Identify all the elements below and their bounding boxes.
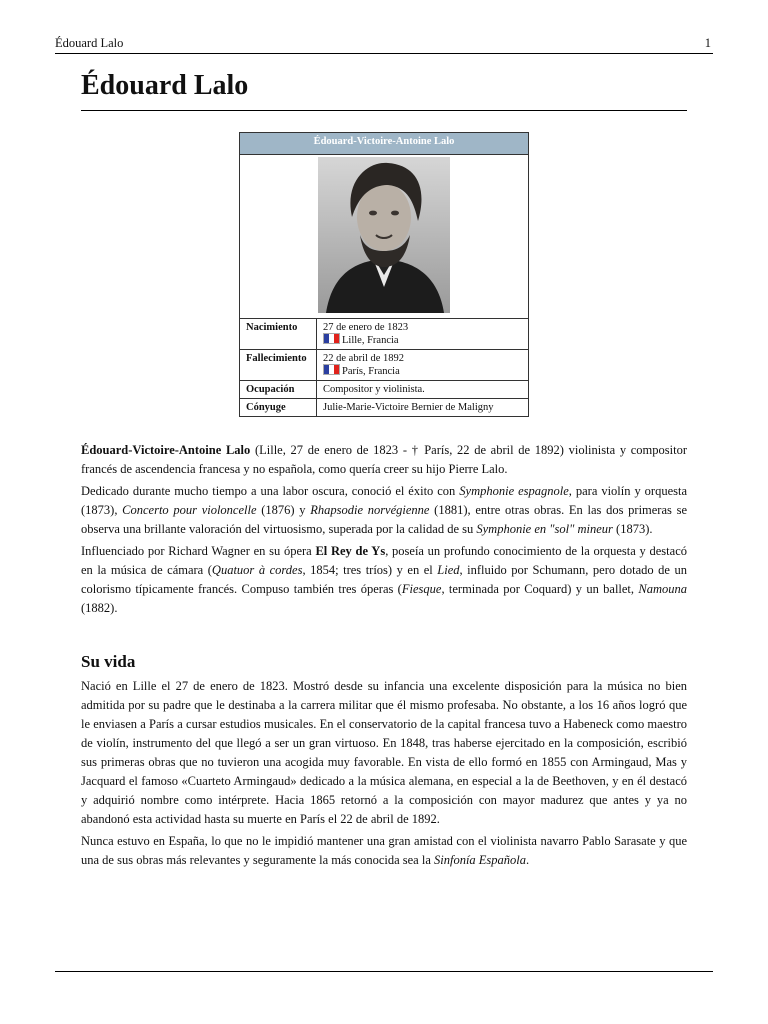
text-run: , para violín y orquesta (1873), xyxy=(81,484,688,517)
footer-divider xyxy=(55,971,713,972)
france-flag-icon xyxy=(323,364,340,375)
work-title: El Rey de Ys xyxy=(315,544,386,558)
work-title: Lied xyxy=(437,563,460,577)
intro-text xyxy=(81,441,687,618)
text-run: , poseía un profundo conocimiento de la orquesta y destacó en la música de cámara ( xyxy=(81,544,687,577)
infobox-value: Compositor y violinista. xyxy=(317,381,529,399)
intro-paragraph-3 xyxy=(81,542,687,618)
infobox-row-ocupacion xyxy=(240,381,529,399)
portrait-cell xyxy=(240,155,529,319)
text-run: (Lille, 27 de enero de 1823 - † París, 22 de abril de 1892) violinista y compositor francés de ascendencia francesa y no española, como quería creer su hijo Pierre Lalo. xyxy=(81,443,687,476)
work-title: Concerto pour violoncelle xyxy=(122,503,257,517)
birth-date: 27 de enero de 1823 xyxy=(323,322,409,333)
work-title: Sinfonía Española xyxy=(434,853,527,867)
text-run: Nunca estuvo en España, lo que no le impidió mantener una gran amistad con el violinista navarro Pablo Sarasate y que una de sus obras más relevantes y seguramente la más conocida sea la xyxy=(81,834,687,867)
work-title: Symphonie en "sol" mineur xyxy=(476,522,613,536)
text-run: (1873). xyxy=(612,522,653,536)
infobox-value xyxy=(317,319,529,350)
text-run: , 1854; tres tríos) y en el xyxy=(302,563,438,577)
death-place: París, Francia xyxy=(342,366,400,377)
infobox-label: Cónyuge xyxy=(240,399,317,417)
infobox-row-fallecimiento xyxy=(240,350,529,381)
work-title: Fiesque xyxy=(401,582,442,596)
section-text xyxy=(81,677,687,870)
work-title: Quatuor à cordes xyxy=(211,563,303,577)
infobox-value: Julie-Marie-Victoire Bernier de Maligny xyxy=(317,399,529,417)
running-header-title: Édouard Lalo xyxy=(55,36,124,50)
portrait-image xyxy=(318,157,450,313)
infobox-row-nacimiento xyxy=(240,319,529,350)
subject-name: Édouard-Victoire-Antoine Lalo xyxy=(81,443,251,457)
running-header xyxy=(55,36,713,54)
work-title: Rhapsodie norvégienne xyxy=(310,503,430,517)
intro-paragraph-2 xyxy=(81,482,687,539)
death-date: 22 de abril de 1892 xyxy=(323,353,405,364)
text-run: (1881), entre otras obras. En las dos primeras se observa una brillante valoración del virtuosismo, superada por la calidad de su xyxy=(81,503,687,536)
birth-place: Lille, Francia xyxy=(342,335,399,346)
infobox-row-conyuge xyxy=(240,399,529,417)
section-heading: Su vida xyxy=(81,652,136,671)
work-title: Namouna xyxy=(638,582,687,596)
infobox xyxy=(239,132,529,417)
text-run: , influido por Schumann, pero dotado de un colorismo típicamente francés. Compuso también tres óperas ( xyxy=(81,563,688,596)
page-title: Édouard Lalo xyxy=(81,70,249,101)
infobox-label: Ocupación xyxy=(240,381,317,399)
text-run: , terminada por Coquard) y un ballet, xyxy=(441,582,639,596)
title-divider xyxy=(81,110,687,111)
intro-paragraph-1 xyxy=(81,441,687,479)
text-run: . xyxy=(526,853,530,867)
work-title: Symphonie espagnole xyxy=(459,484,569,498)
text-run: (1882). xyxy=(81,601,118,615)
infobox-caption: Édouard-Victoire-Antoine Lalo xyxy=(240,133,529,155)
text-run: Dedicado durante mucho tiempo a una labor oscura, conoció el éxito con xyxy=(81,484,460,498)
infobox-label: Nacimiento xyxy=(240,319,317,350)
infobox-label: Fallecimiento xyxy=(240,350,317,381)
france-flag-icon xyxy=(323,333,340,344)
section-paragraph-2 xyxy=(81,832,687,870)
text-run: Influenciado por Richard Wagner en su ópera xyxy=(81,544,316,558)
text-run: (1876) y xyxy=(256,503,311,517)
section-paragraph-1: Nació en Lille el 27 de enero de 1823. Mostró desde su infancia una excelente disposición para la música no bien admitida por su padre que le destinaba a la carrera militar que él mismo profesaba. No obstante, a los 16 años logró que le enviasen a París a cursar estudios musicales. En el conservatorio de la capital francesa tuvo a Habeneck como maestro de violín, instrumento del que llegó a ser un gran virtuoso. En 1848, tras haberse ejercitado en la composición, escribió sus primeras obras que no tuvieron una acogida muy favorable. En vista de ello formó en 1855 con Armingaud, Mas y Jacquard el famoso «Cuarteto Armingaud» dedicado a la música alemana, en especial a la de Beethoven, y en él destacó y adquirió nombre como intérprete. Hacia 1865 retornó a la composición con mayor madurez que antes y ya no abandonó esta actividad hasta su muerte en París el 22 de abril de 1892. xyxy=(81,679,687,826)
page-number: 1 xyxy=(704,36,711,50)
infobox-value xyxy=(317,350,529,381)
